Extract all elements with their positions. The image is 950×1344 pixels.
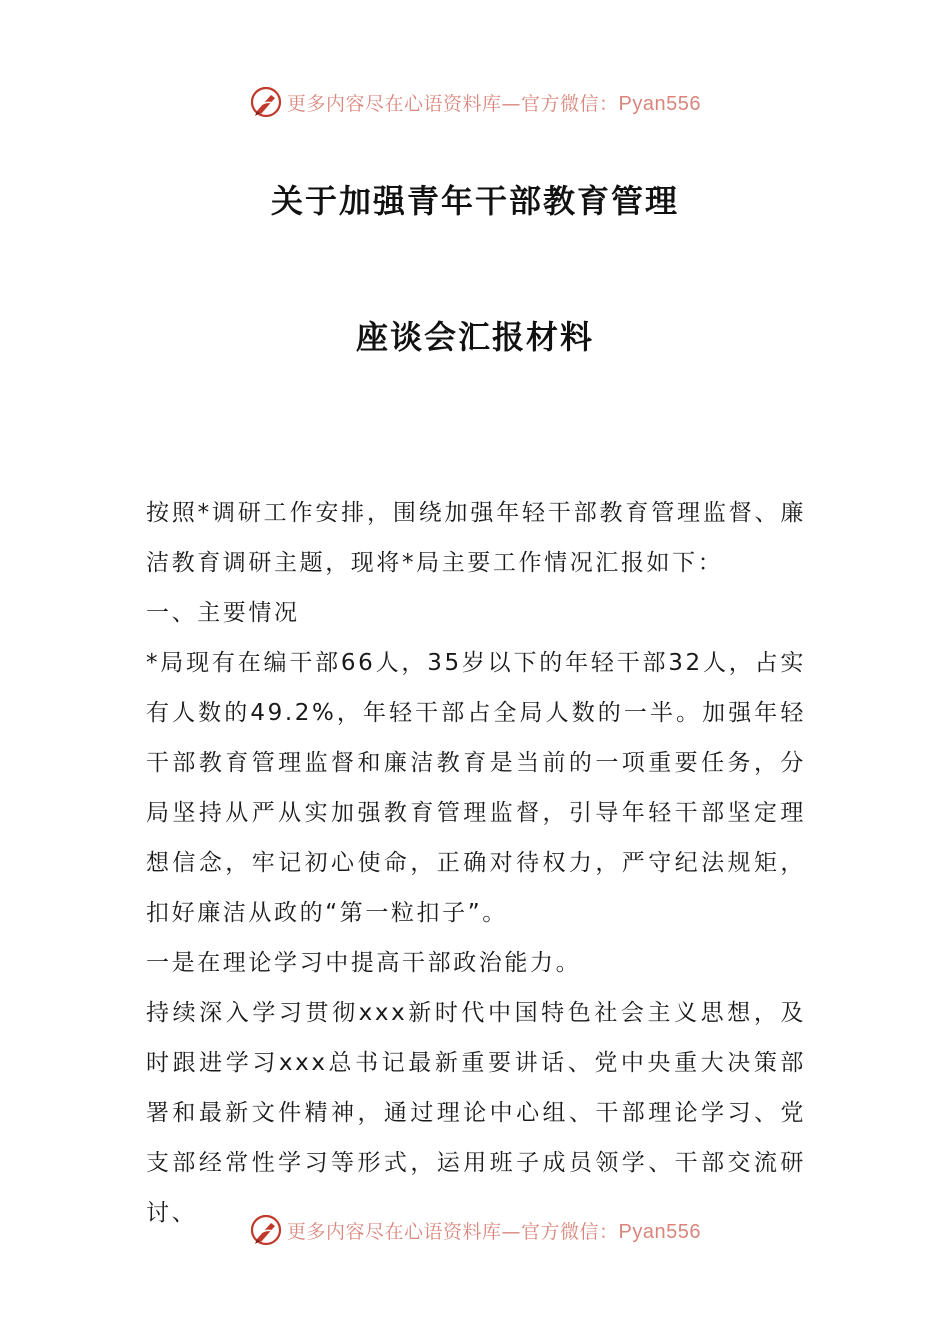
watermark-code: Pyan556 [618,1220,701,1243]
header-watermark [0,82,950,122]
watermark-text: 更多内容尽在心语资料库—官方微信：Pyan556 [287,92,701,115]
paragraph-intro: 按照*调研工作安排，围绕加强年轻干部教育管理监督、廉洁教育调研主题，现将*局主要工作情况汇报如下： [146,500,806,576]
watermark-code: Pyan556 [618,92,701,115]
document-body [146,488,806,1238]
pen-logo-icon [249,85,283,119]
watermark-text: 更多内容尽在心语资料库—官方微信：Pyan556 [287,1220,701,1243]
page-title-line-2: 座谈会汇报材料 [355,318,594,356]
section-heading-main-situation: 一、主要情况 [146,600,300,626]
paragraph-theory-study: 持续深入学习贯彻xxx新时代中国特色社会主义思想，及时跟进学习xxx总书记最新重要讲话、党中央重大决策部署和最新文件精神，通过理论中心组、干部理论学习、党支部经常性学习等形式，运用班子成员领学、干部交流研讨、 [146,1000,806,1226]
subheading-theory-study: 一是在理论学习中提高干部政治能力。 [146,950,582,976]
paragraph-situation: *局现有在编干部66人，35岁以下的年轻干部32人，占实有人数的49.2%，年轻干部占全局人数的一半。加强年轻干部教育管理监督和廉洁教育是当前的一项重要任务，分局坚持从严从实加强教育管理监督，引导年轻干部坚定理想信念，牢记初心使命，正确对待权力，严守纪法规矩，扣好廉洁从政的“第一粒扣子”。 [146,650,806,926]
page-title-line-1: 关于加强青年干部教育管理 [270,182,679,220]
footer-watermark [0,1210,950,1250]
pen-logo-icon [249,1213,283,1247]
